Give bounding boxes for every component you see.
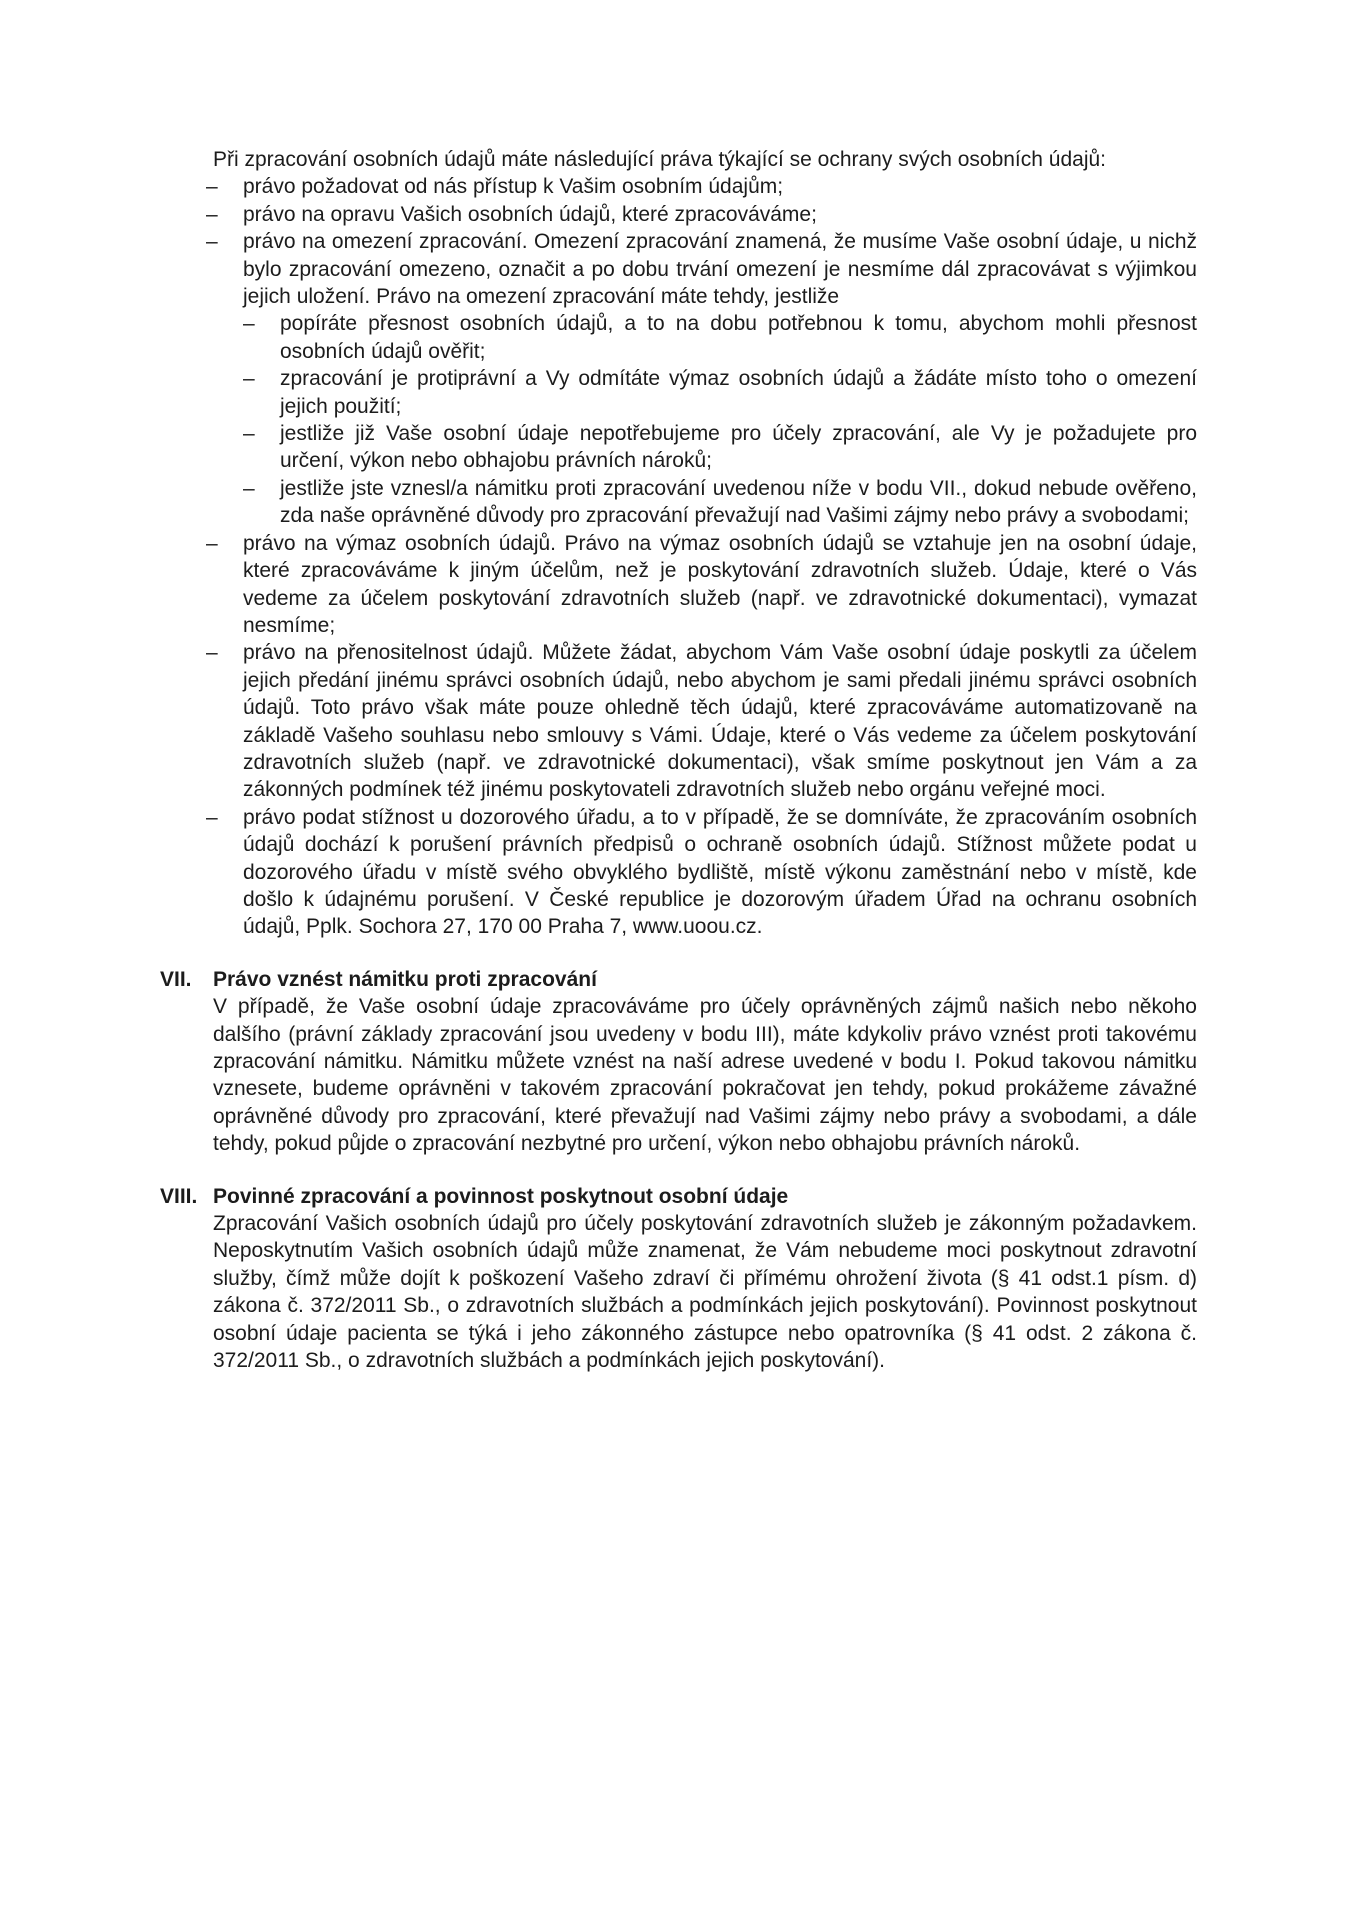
list-item (160, 530, 1197, 640)
list-item (160, 228, 1197, 310)
dash-bullet-marker: – (243, 312, 255, 336)
list-subitem-text: popíráte přesnost osobních údajů, a to na dobu potřebnou k tomu, abychom mohli přesnost osobních údajů ověřit; (280, 312, 1197, 363)
section-viii (160, 1183, 1197, 1375)
document-content (160, 146, 1197, 1374)
section-vii (160, 966, 1197, 1158)
list-subitem-text: jestliže jste vznesl/a námitku proti zpracování uvedenou níže v bodu VII., dokud nebude ověřeno, zda naše oprávněné důvody pro zpracování převažují nad Vašimi zájmy nebo právy a svobodami; (280, 476, 1197, 528)
dash-bullet-marker: – (206, 641, 218, 665)
dash-bullet-marker: – (243, 367, 255, 391)
list-item (160, 639, 1197, 803)
list-item (160, 804, 1197, 941)
dash-bullet-marker: – (206, 202, 218, 226)
list-item-text: právo na přenositelnost údajů. Můžete žádat, abychom Vám Vaše osobní údaje poskytli za účelem jejich předání jinému správci osobních údajů, nebo abychom je sami předali jinému správci osobních údajů. Toto právo však máte pouze ohledně těch údajů, které zpracováváme automatizovaně na základě Vašeho souhlasu nebo smlouvy s Vámi. Údaje, které o Vás vedeme za účelem poskytování zdravotních služeb (např. ve zdravotnické dokumentaci), však smíme poskytnout jen Vám a za zákonných podmínek též jinému poskytovateli zdravotních služeb nebo orgánu veřejné moci. (243, 641, 1197, 802)
dash-bullet-marker: – (243, 422, 255, 446)
section-body: V případě, že Vaše osobní údaje zpracováváme pro účely oprávněných zájmů našich nebo někoho dalšího (právní základy zpracování jsou uvedeny v bodu III), máte kdykoliv právo vznést proti takovému zpracování námitku. Námitku můžete vznést na naší adrese uvedené v bodu I. Pokud takovou námitku vznesete, budeme oprávněni v takovém zpracování pokračovat jen tehdy, pokud prokážeme závažné oprávněné důvody pro zpracování, které převažují nad Vašimi zájmy nebo právy a svobodami, a dále tehdy, pokud půjde o zpracování nezbytné pro určení, výkon nebo obhajobu právních nároků. (213, 995, 1197, 1156)
list-item-text: právo na opravu Vašich osobních údajů, které zpracováváme; (243, 202, 817, 226)
list-item (160, 201, 1197, 228)
dash-bullet-marker: – (206, 805, 218, 829)
list-subitem-text: zpracování je protiprávní a Vy odmítáte výmaz osobních údajů a žádáte místo toho o omezení jejich použití; (280, 367, 1197, 418)
list-subitem (160, 365, 1197, 420)
section-body: Zpracování Vašich osobních údajů pro účely poskytování zdravotních služeb je zákonným požadavkem. Neposkytnutím Vašich osobních údajů může znamenat, že Vám nebudeme moci poskytnout zdravotní služby, čímž může dojít k poškození Vašeho zdraví či přímému ohrožení života (§ 41 odst.1 písm. d) zákona č. 372/2011 Sb., o zdravotních službách a podmínkách jejich poskytování). Povinnost poskytnout osobní údaje pacienta se týká i jeho zákonného zástupce nebo opatrovníka (§ 41 odst. 2 zákona č. 372/2011 Sb., o zdravotních službách a podmínkách jejich poskytování). (213, 1212, 1197, 1373)
intro-paragraph: Při zpracování osobních údajů máte následující práva týkající se ochrany svých osobních údajů: (213, 148, 1106, 171)
list-item-text: právo požadovat od nás přístup k Vašim osobním údajům; (243, 175, 784, 199)
dash-bullet-marker: – (243, 476, 255, 500)
section-number: VII. (160, 967, 192, 991)
dash-bullet-marker: – (206, 531, 218, 555)
list-item-text: právo na omezení zpracování. Omezení zpracování znamená, že musíme Vaše osobní údaje, u nichž bylo zpracování omezeno, označit a po dobu trvání omezení je nesmíme dál zpracovávat s výjimkou jejich uložení. Právo na omezení zpracování máte tehdy, jestliže (243, 230, 1197, 309)
list-item (160, 173, 1197, 200)
dash-bullet-marker: – (206, 230, 218, 254)
dash-bullet-marker: – (206, 175, 218, 199)
section-title: Právo vznést námitku proti zpracování (213, 967, 597, 991)
list-item-text: právo na výmaz osobních údajů. Právo na výmaz osobních údajů se vztahuje jen na osobní údaje, které zpracováváme k jiným účelům, než je poskytování zdravotních služeb. Údaje, které o Vás vedeme za účelem poskytování zdravotních služeb (např. ve zdravotnické dokumentaci), vymazat nesmíme; (243, 531, 1197, 637)
list-subitem-text: jestliže již Vaše osobní údaje nepotřebujeme pro účely zpracování, ale Vy je požadujete pro určení, výkon nebo obhajobu právních nároků; (280, 422, 1197, 473)
list-subitem (160, 475, 1197, 530)
list-subitem (160, 420, 1197, 475)
list-item-text: právo podat stížnost u dozorového úřadu, a to v případě, že se domníváte, že zpracováním osobních údajů dochází k porušení právních předpisů o ochraně osobních údajů. Stížnost můžete podat u dozorového úřadu v místě svého obvyklého bydliště, místě výkonu zaměstnání nebo v místě, kde došlo k údajnému porušení. V České republice je dozorovým úřadem Úřad na ochranu osobních údajů, Pplk. Sochora 27, 170 00 Praha 7, www.uoou.cz. (243, 805, 1197, 939)
section-number: VIII. (160, 1184, 198, 1208)
list-subitem (160, 310, 1197, 365)
section-title: Povinné zpracování a povinnost poskytnout osobní údaje (213, 1184, 789, 1208)
